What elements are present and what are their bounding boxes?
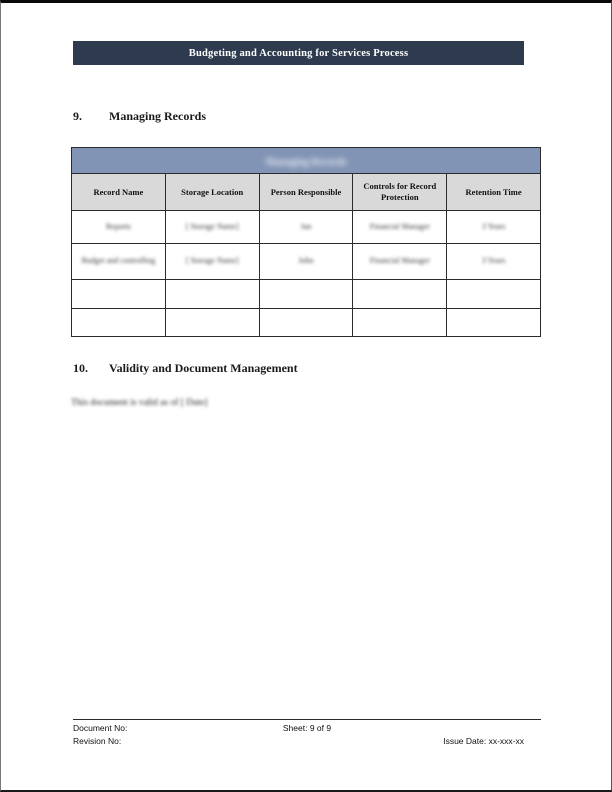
cell-storage-location [165, 280, 259, 309]
footer-divider [73, 719, 541, 720]
cell-retention-time [447, 309, 541, 337]
section-number: 9. [73, 109, 82, 123]
document-title: Budgeting and Accounting for Services Process [188, 47, 409, 59]
table-row [72, 244, 541, 280]
section-title: Managing Records [109, 109, 206, 123]
cell-record-name [72, 309, 166, 337]
cell-controls [353, 309, 447, 337]
cell-record-name: Reports [72, 211, 166, 244]
records-table [71, 147, 541, 337]
section-title: Validity and Document Management [109, 361, 298, 375]
table-banner-row [72, 148, 541, 174]
cell-retention-time: 3 Years [447, 244, 541, 280]
column-header-record-name: Record Name [72, 174, 166, 211]
cell-retention-time: 3 Years [447, 211, 541, 244]
column-header-retention-time: Retention Time [447, 174, 541, 211]
cell-retention-time [447, 280, 541, 309]
cell-person-responsible: Jan [259, 211, 353, 244]
table-header-row [72, 174, 541, 211]
footer-sheet-number: Sheet: 9 of 9 [282, 723, 332, 733]
table-row-empty [72, 280, 541, 309]
footer-document-no: Document No: [73, 723, 128, 733]
table-banner-cell [72, 148, 541, 174]
column-header-controls: Controls for Record Protection [353, 174, 447, 211]
document-title-bar [73, 41, 524, 65]
cell-controls: Financial Manager [353, 211, 447, 244]
cell-record-name: Budget and controlling [72, 244, 166, 280]
cell-person-responsible: John [259, 244, 353, 280]
section-number: 10. [73, 361, 88, 375]
column-header-person-responsible: Person Responsible [259, 174, 353, 211]
cell-record-name [72, 280, 166, 309]
cell-controls: Financial Manager [353, 244, 447, 280]
cell-storage-location: [ Storage Name] [165, 211, 259, 244]
cell-controls [353, 280, 447, 309]
table-banner-title: Managing Records [265, 156, 347, 168]
footer-revision-no: Revision No: [73, 736, 122, 746]
cell-person-responsible [259, 280, 353, 309]
table-row-empty [72, 309, 541, 337]
validity-statement: This document is valid as of [ Date] [71, 398, 208, 408]
section-heading-validity [73, 361, 298, 376]
cell-storage-location [165, 309, 259, 337]
table-row [72, 211, 541, 244]
section-heading-managing-records [73, 109, 206, 124]
cell-person-responsible [259, 309, 353, 337]
column-header-storage-location: Storage Location [165, 174, 259, 211]
cell-storage-location: [ Storage Name] [165, 244, 259, 280]
footer-issue-date: Issue Date: xx-xxx-xx [443, 736, 524, 746]
